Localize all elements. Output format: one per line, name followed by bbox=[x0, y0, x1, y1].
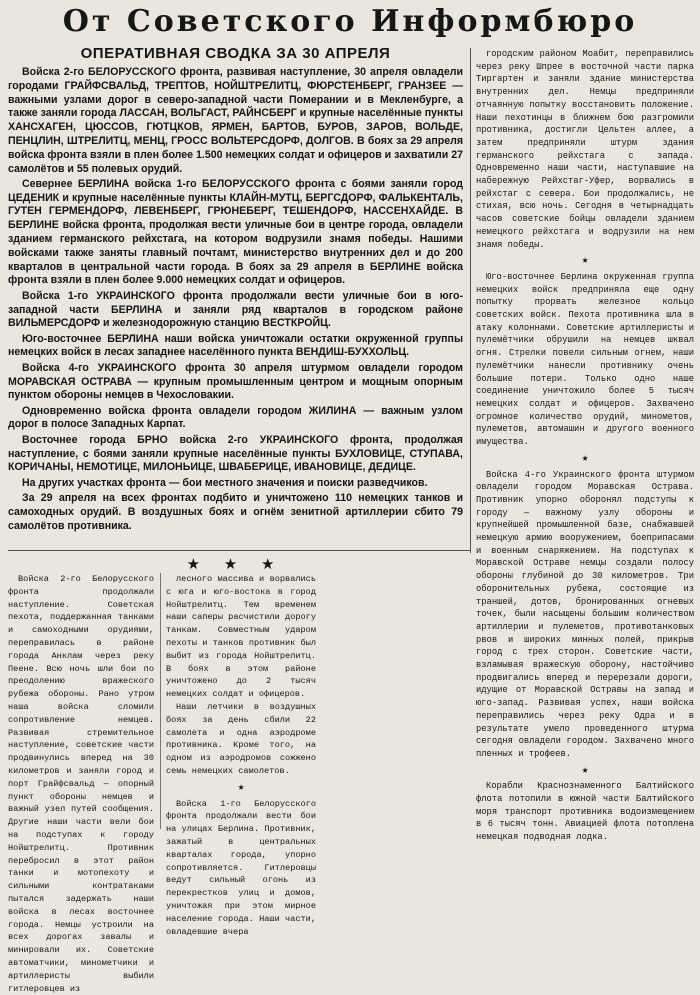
section-divider bbox=[8, 550, 470, 551]
summary-paragraph: Севернее БЕРЛИНА войска 1-го БЕЛОРУССКОГО фронта с боями заняли город ЦЕДЕНИК и крупные населённые пункты КЛАЙН-МУТЦ, БЕРГСДОРФ, ФАЛЬКЕНТАЛЬ, ГУТЕН ГЕРМЕНДОРФ, ЛЕВЕНБЕРГ, ГРЮНЕБЕРГ, ТЕШЕНДОРФ, НАССЕНХАЙДЕ. В БЕРЛИНЕ войска фронта, продолжая вести уличные бои в центре города, овладели зданием германского рейхстага, на котором водрузили знамя победы. Нашими войсками также заняты главный почтамт, министерство внутренних дел и до 200 кварталов в центральной части города. В боях за 29 апреля в БЕРЛИНЕ войска фронта взяли в плен более 9.000 немецких солдат и офицеров. bbox=[8, 177, 463, 287]
article-paragraph: Войска 1-го Белорусского фронта продолжали вести бои на улицах Берлина. Противник, зажатый в центральных кварталах города, упорно сопротивляется. Гитлеровцы ведут сильный огонь из перекрестков улиц и домов, уничтожая при этом мирное население города. Наши части, овладевшие вчера bbox=[166, 798, 316, 937]
summary-paragraph: За 29 апреля на всех фронтах подбито и уничтожено 110 немецких танков и самоходных орудий. В воздушных боях и огнём зенитной артиллерии сбито 79 самолётов противника. bbox=[8, 491, 463, 532]
summary-paragraph: Восточнее города БРНО войска 2-го УКРАИНСКОГО фронта, продолжая наступление, с боями заняли крупные населённые пункты БУХЛОВИЦЕ, СТУПАВА, КОРИЧАНЫ, НЕМОТИЦЕ, МИЛОНЬИЦЕ, ШВАБЕРИЦЕ, ИВАНОВИЦЕ, ДЕДИЦЕ. bbox=[8, 433, 463, 474]
bottom-column-1 bbox=[8, 573, 154, 995]
right-column bbox=[476, 48, 694, 844]
star-separator: ★ bbox=[581, 452, 589, 465]
star-separator: ★ bbox=[581, 764, 589, 777]
article-paragraph: Войска 4-го Украинского фронта штурмом овладели городом Моравская Острава. Противник упорно оборонял подступы к городу — важному узлу обороны и крупнейшей промышленной базе, снабжавшей немецкую армию вооружением, боеприпасами и военным снаряжением. На подступах к Моравской Остраве немцы создали полосу обороны глубиной до 30 километров. Три оборонительных рубежа, состоящие из траншей, дотов, бронированных огневых точек, были насыщены большим количеством артиллерии и пулеметов, противотанковых рвов и широких минных полей, прикрыв город с трех сторон. Советские части, взламывая вражескую оборону, настойчиво продвигались вперед и перерезали дороги, идущие от Моравской Остравы на запад и юго-запад. Развивая успех, наши войска переправились через реку Одра и в результате умело проведенного штурма сегодня овладели городом. Захвачено много пленных и трофеев. bbox=[476, 469, 694, 759]
summary-paragraph: Войска 2-го БЕЛОРУССКОГО фронта, развивая наступление, 30 апреля овладели городами ГРАЙФСВАЛЬД, ТРЕПТОВ, НОЙШТРЕЛИТЦ, ФЮРСТЕНБЕРГ, ГРАНЗЕЕ — важными узлами дорог в северо-западной части Померании и в Мекленбурге, а также заняли города ЛАССАН, ВОЛЬГАСТ, РАЙНСБЕРГ и крупные населённые пункты ХАНСХАГЕН, ЦЮССОВ, ГЮТЦКОВ, ЯРМЕН, БАРТОВ, БУРОВ, ЗАРОВ, ВОЛЬДЕ, ПЕНЦЛИН, ШТРЕЛИТЦ, МЕНЦ, ГРОСС ВОЛЬТЕРСДОРФ, ДОЛГОВ. В боях за 29 апреля войска фронта взяли в плен более 1.500 немецких солдат и офицеров и захватили 27 самолётов и 55 полевых орудий. bbox=[8, 66, 463, 175]
article-paragraph: Войска 2-го Белорусского фронта продолжали наступление. Советская пехота, поддержанная танками и самоходными орудиями, переправилась в районе города Анклам через реку Пеене. Всю ночь шли бои по преодолению вражеского рубежа обороны. Рано утром наша войска сломили сопротивление немцев. Развивая стремительное наступление, советские части продвинулись вперед на 30 километров и заняли город и порт Грайфсвальд — опорный пункт обороны немцев и важный узел путей сообщения. Другие наши части вели бои на подступах к городу Нойштрелитц. Противник перебросил в этот район танки и мотопехоту и сильными контратаками пытался задержать наши войска в лесах восточнее города. Немцы устроили на всех дорогах завалы и минировали их. Советские автоматчики, минометчики и артиллеристы выбили гитлеровцев из bbox=[8, 574, 154, 994]
operational-summary bbox=[8, 66, 463, 535]
star-separator: ★ bbox=[581, 255, 589, 268]
masthead: От Советского Информбюро bbox=[62, 4, 638, 39]
bottom-column-2 bbox=[166, 573, 316, 938]
article-paragraph: городским районом Моабит, переправились через реку Шпрее в восточной части парка Тиргартен и заняли здание министерства внутренних дел. Немцы предприняли отчаянную попытку восстановить положение. Наши пехотинцы в ближнем бою разгромили противника, достигли Цельтен аллее, а затем предприняли штурм здания германского рейхстага с запада. Одновременно наши части, наступавшие на набережную Рейхстаг-Уфер, ворвались в рейхстаг с севера. Бои продолжались, не стихая, всю ночь. Сегодня в четырнадцать часов советские бойцы овладели зданием немецкого рейхстага и водрузили на нем знамя победы. bbox=[476, 49, 694, 250]
article-paragraph: Корабли Краснознаменного Балтийского флота потопили в южной части Балтийского моря транспорт противника водоизмещением в 6 тысяч тонн. Авиацией флота потоплена немецкая подводная лодка. bbox=[476, 781, 694, 843]
star-separator: ★ bbox=[237, 781, 245, 794]
three-stars-separator: ★ ★ ★ bbox=[186, 557, 285, 573]
column-divider bbox=[470, 48, 471, 553]
summary-paragraph: Юго-восточнее БЕРЛИНА наши войска уничтожали остатки окруженной группы немецких войск в лесах западнее населённого пункта ВЕНДИШ-БУХХОЛЬЦ. bbox=[8, 332, 463, 359]
article-paragraph: Юго-восточнее Берлина окруженная группа немецких войск предприняла еще одну попытку прорвать железное кольцо советских войск. Пехота противника шла в атаку колоннами. Советские артиллеристы и пулемётчики обрушили на немцев шквал огня. Стрелки повели сильным огнем, наши пулемётчики нанесли противнику очень большие потери. Только одно наше соединение уничтожило более 5 тысяч немецких солдат и офицеров. Захвачено огромное количество орудий, минометов, пулеметов, автомашин и другого военного имущества. bbox=[476, 271, 694, 448]
summary-paragraph: Одновременно войска фронта овладели городом ЖИЛИНА — важным узлом дорог в полосе Западных Карпат. bbox=[8, 404, 463, 431]
summary-paragraph: Войска 4-го УКРАИНСКОГО фронта 30 апреля штурмом овладели городом МОРАВСКАЯ ОСТРАВА — крупным промышленным центром и мощным опорным пунктом обороны немцев в Чехословакии. bbox=[8, 361, 463, 402]
article-paragraph: лесного массива и ворвались с юга и юго-востока в город Нойштрелитц. Тем временем наши саперы расчистили дорогу танкам. Совместным ударом пехоты и танков противник был выбит из города Нойштрелитц. В боях в этом районе уничтожено до 2 тысяч немецких солдат и офицеров. bbox=[166, 574, 316, 700]
headline: ОПЕРАТИВНАЯ СВОДКА ЗА 30 АПРЕЛЯ bbox=[80, 45, 391, 62]
article-paragraph: Наши летчики в воздушных боях за день сбили 22 самолета и одна аэродроме противника. Кроме того, на одном из аэродромов сожжено семь немецких самолетов. bbox=[166, 701, 316, 776]
column-divider bbox=[160, 573, 161, 829]
summary-paragraph: На других участках фронта — бои местного значения и поиски разведчиков. bbox=[22, 476, 428, 489]
summary-paragraph: Войска 1-го УКРАИНСКОГО фронта продолжали вести уличные бои в юго-западной части БЕРЛИНА и заняли ряд кварталов в городском районе ВИЛЬМЕРСДОРФ и железнодорожную станцию ВЕСТКРОЙЦ. bbox=[8, 289, 463, 330]
